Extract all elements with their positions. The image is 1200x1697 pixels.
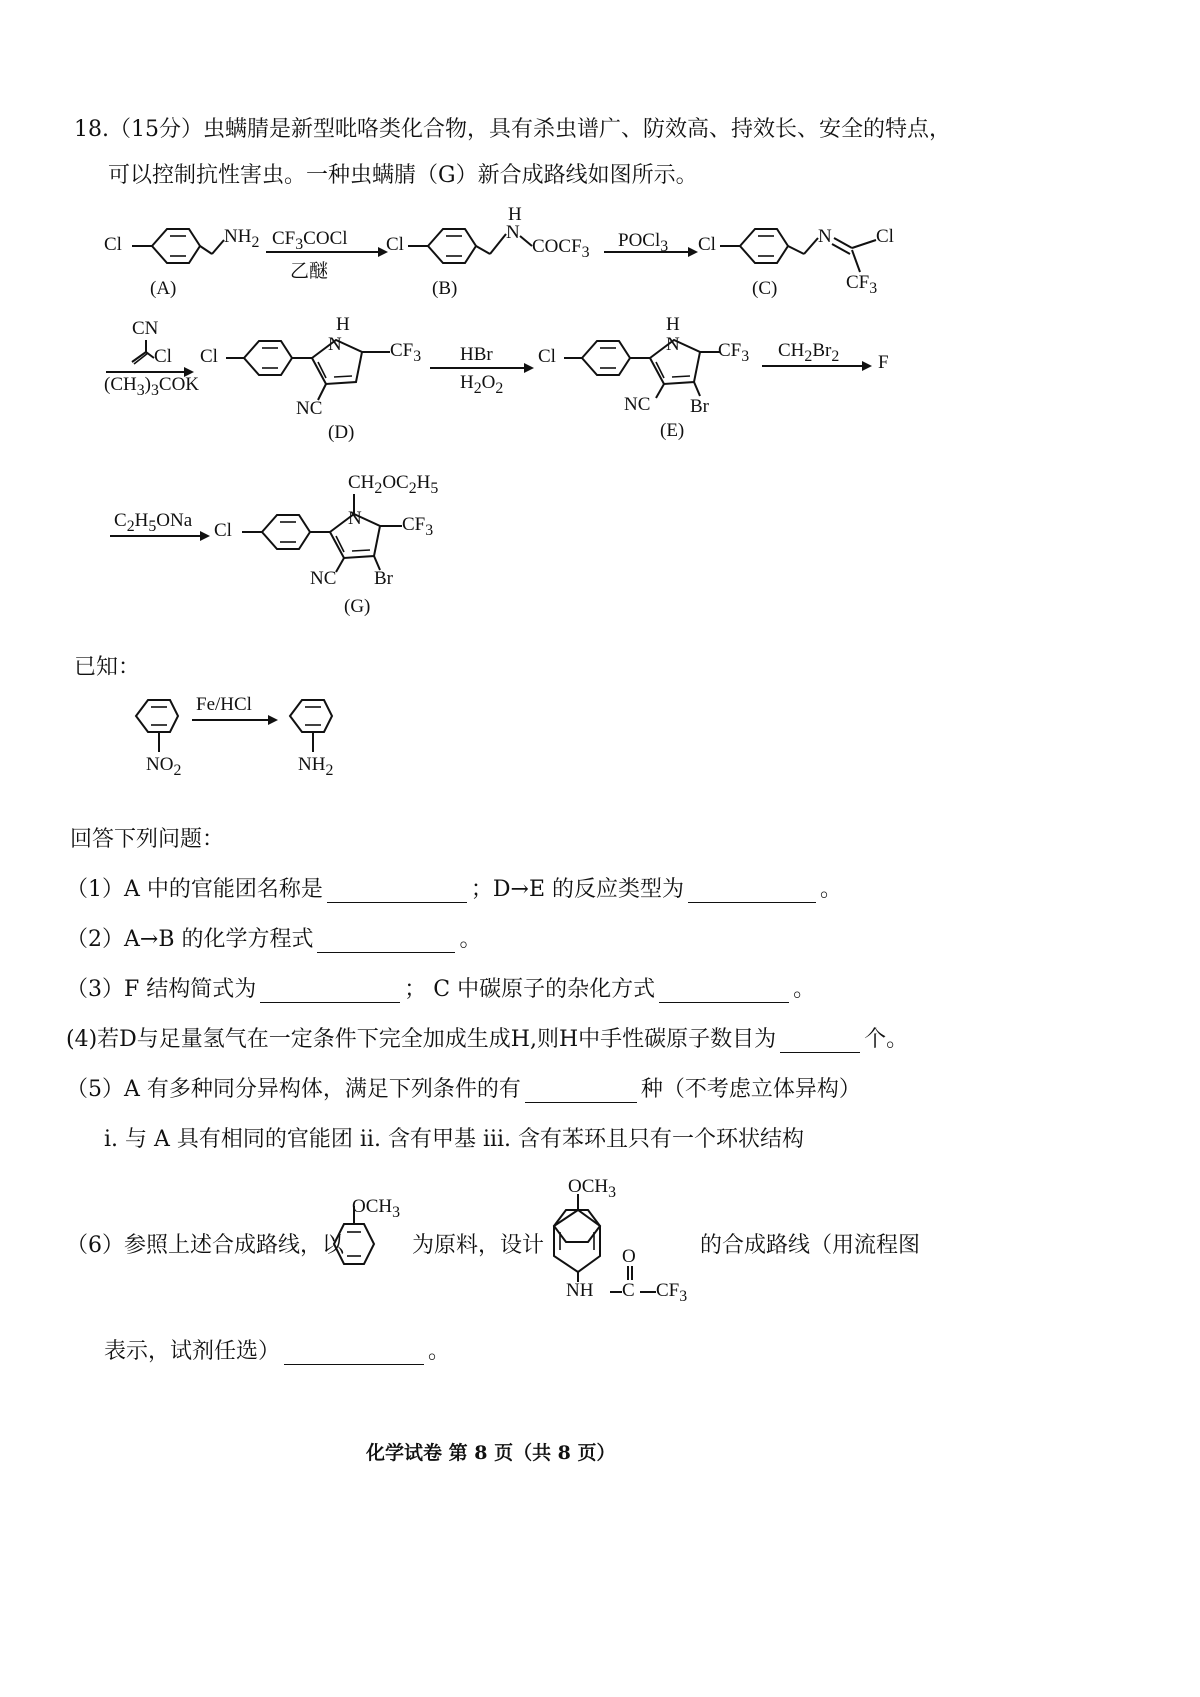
question-number: 18. bbox=[74, 117, 109, 142]
compound-g-n: N bbox=[348, 508, 362, 529]
arrow1-solvent: 乙醚 bbox=[290, 261, 329, 282]
q6-target-c: C bbox=[622, 1280, 635, 1301]
compound-c-n: N bbox=[818, 226, 832, 247]
question-6-part-a: （6）参照上述合成路线，以 bbox=[66, 1233, 344, 1258]
question-5: （5）A 有多种同分异构体，满足下列条件的有 种（不考虑立体异构） bbox=[66, 1077, 861, 1102]
question-6-part-d: 表示，试剂任选） 。 bbox=[104, 1339, 451, 1364]
compound-g-label: (G) bbox=[344, 596, 371, 617]
arrow3-base: $(CH_3)_3COK$ bbox=[104, 374, 200, 399]
compound-d-h: H bbox=[336, 314, 350, 335]
compound-b-n: N bbox=[506, 222, 520, 243]
compound-g-nc: NC bbox=[310, 568, 337, 589]
question-1: （1）A 中的官能团名称是 ；D→E 的反应类型为 。 bbox=[66, 877, 843, 902]
q6-start-och3: $OCH_3$ bbox=[352, 1196, 401, 1221]
compound-g-substituent: $CH_2OC_2H_5$ bbox=[348, 472, 439, 497]
question-6-part-c: 的合成路线（用流程图 bbox=[700, 1233, 921, 1258]
question-points: （15分） bbox=[109, 117, 203, 142]
compound-e-n: N bbox=[666, 334, 680, 355]
compound-a-label: (A) bbox=[150, 278, 177, 299]
question-6-part-b: 为原料，设计 bbox=[412, 1233, 545, 1258]
known-reactant-group: $NO_2$ bbox=[146, 754, 182, 779]
compound-g-br: Br bbox=[374, 568, 393, 589]
compound-d-cl: Cl bbox=[200, 346, 218, 367]
compound-b-cocf3: $COCF_3$ bbox=[532, 236, 590, 261]
question-3: （3）F 结构简式为 ； C 中碳原子的杂化方式 。 bbox=[66, 977, 816, 1002]
compound-g-cl: Cl bbox=[214, 520, 232, 541]
compound-c-cl2: Cl bbox=[876, 226, 894, 247]
compound-e-h: H bbox=[666, 314, 680, 335]
compound-f: F bbox=[878, 352, 889, 373]
compound-d-n: N bbox=[328, 334, 342, 355]
intro-text-1: 虫螨腈是新型吡咯类化合物，具有杀虫谱广、防效高、持效长、安全的特点， bbox=[203, 117, 952, 142]
compound-d-cf3: $CF_3$ bbox=[390, 340, 422, 365]
q6-blank[interactable] bbox=[284, 1344, 424, 1365]
compound-c-label: (C) bbox=[752, 278, 778, 299]
known-reagent: Fe/HCl bbox=[196, 694, 252, 715]
known-product-group: $NH_2$ bbox=[298, 754, 334, 779]
question-2: （2）A→B 的化学方程式 。 bbox=[66, 927, 482, 952]
q6-target-cf3: $CF_3$ bbox=[656, 1280, 688, 1305]
compound-d-label: (D) bbox=[328, 422, 355, 443]
compound-e-cf3: $CF_3$ bbox=[718, 340, 750, 365]
intro-text-2: 可以控制抗性害虫。一种虫螨腈（G）新合成路线如图所示。 bbox=[108, 163, 698, 188]
arrow4-hbr: HBr bbox=[460, 344, 493, 365]
compound-c-cf3: $CF_3$ bbox=[846, 272, 878, 297]
compound-a-cl: Cl bbox=[104, 234, 122, 255]
q6-target-nh: NH bbox=[566, 1280, 594, 1301]
q6-target-och3: $OCH_3$ bbox=[568, 1176, 617, 1201]
compound-g-cf3: $CF_3$ bbox=[402, 514, 434, 539]
compound-b-h: H bbox=[508, 204, 522, 225]
arrow3-cl: Cl bbox=[154, 346, 172, 367]
answer-prompt: 回答下列问题： bbox=[70, 827, 225, 852]
compound-b-cl: Cl bbox=[386, 234, 404, 255]
arrow2-reagent: POCl$_3$ bbox=[618, 230, 669, 255]
compound-e-label: (E) bbox=[660, 420, 685, 441]
compound-e-nc: NC bbox=[624, 394, 651, 415]
question-5-conditions: i. 与 A 具有相同的官能团 ii. 含有甲基 iii. 含有苯环且只有一个环状结构 bbox=[104, 1127, 805, 1152]
compound-e-cl: Cl bbox=[538, 346, 556, 367]
compound-c-cl: Cl bbox=[698, 234, 716, 255]
known-label: 已知： bbox=[74, 655, 141, 680]
q6-target-o: O bbox=[622, 1246, 636, 1267]
arrow3-cn: CN bbox=[132, 318, 159, 339]
arrow1-reagent: $CF_3COCl$ bbox=[272, 228, 348, 253]
page-footer: 化学试卷 第 8 页（共 8 页） bbox=[366, 1442, 616, 1464]
arrow4-h2o2: $H_2O_2$ bbox=[460, 372, 504, 397]
compound-e-br: Br bbox=[690, 396, 709, 417]
arrow5-reagent: $CH_2Br_2$ bbox=[778, 340, 840, 365]
compound-b-label: (B) bbox=[432, 278, 458, 299]
question-4: (4)若D与足量氢气在一定条件下完全加成生成H,则H中手性碳原子数目为 个。 bbox=[66, 1027, 909, 1052]
compound-d-nc: NC bbox=[296, 398, 323, 419]
compound-a-amine: $NH_2$ bbox=[224, 226, 260, 251]
arrow6-reagent: $C_2H_5ONa$ bbox=[114, 510, 193, 535]
